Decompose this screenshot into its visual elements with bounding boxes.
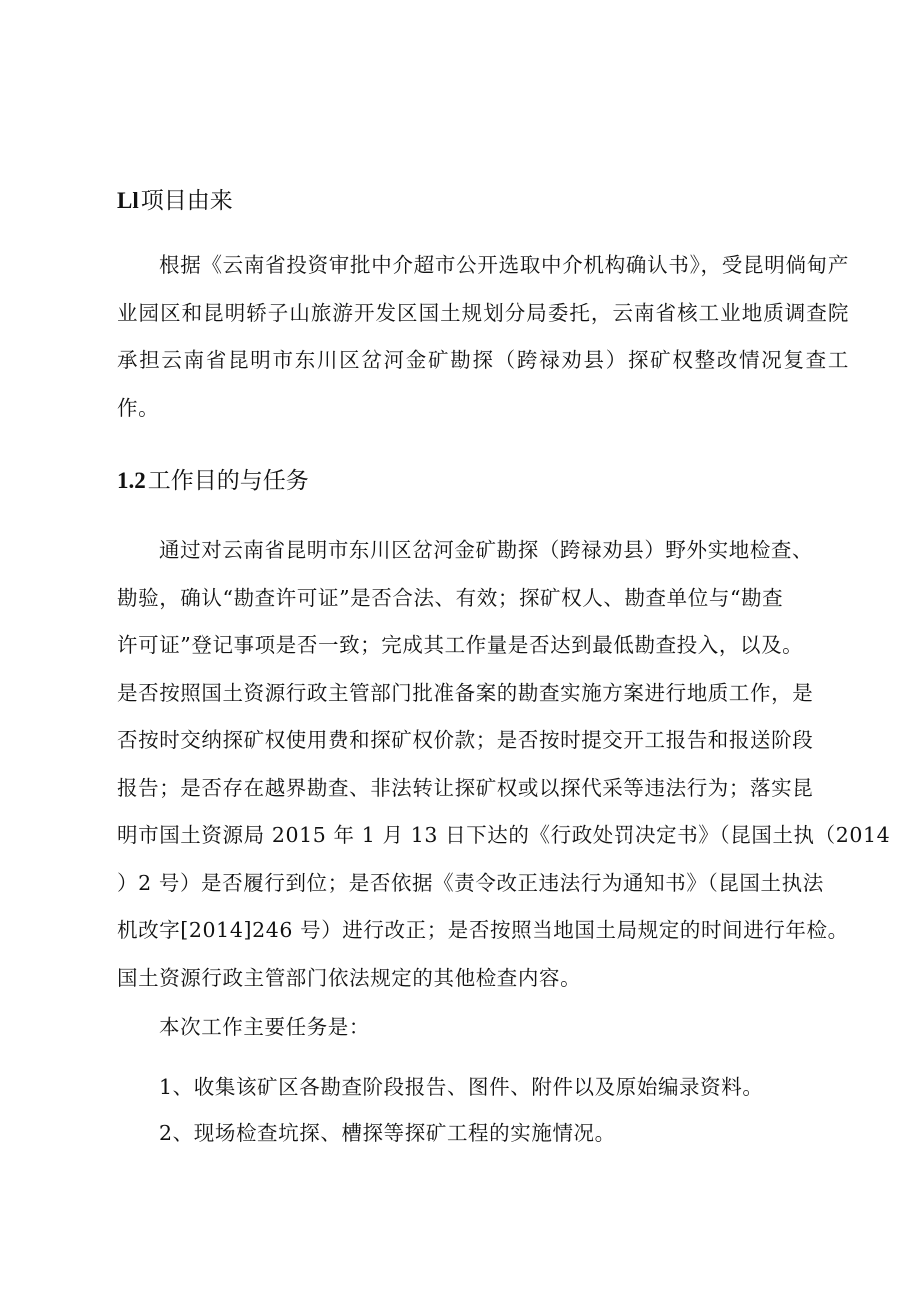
paragraph-line: ）2 号）是否履行到位；是否依据《责令改正违法行为通知书》（昆国土执法	[117, 870, 824, 895]
paragraph-objectives	[117, 527, 891, 1002]
section-title: 项目由来	[140, 188, 233, 214]
section-title: 工作目的与任务	[147, 468, 309, 494]
section-heading-1-2	[117, 466, 309, 496]
paragraph-line: 明市国土资源局 2015 年 1 月 13 日下达的《行政处罚决定书》（昆国土执（2014	[117, 823, 891, 847]
paragraph-line: 通过对云南省昆明市东川区岔河金矿勘探（跨禄劝县）野外实地检查、	[159, 538, 814, 562]
paragraph-project-origin: 根据《云南省投资审批中介超市公开选取中介机构确认书》，受昆明倘甸产业园区和昆明轿子山旅游开发区国土规划分局委托，云南省核工业地质调查院承担云南省昆明市东川区岔河金矿勘探（跨禄劝县）探矿权整改情况复查工作。	[117, 253, 849, 420]
section-number: 1.2	[117, 468, 146, 493]
paragraph-line: 许可证”登记事项是否一致；完成其工作量是否达到最低勘查投入，以及。	[117, 633, 804, 657]
task-item: 1、收集该矿区各勘查阶段报告、图件、附件以及原始编录资料。	[159, 1075, 764, 1099]
paragraph-line: 国土资源行政主管部门依法规定的其他检查内容。	[117, 965, 582, 990]
paragraph-line: 是否按照国土资源行政主管部门批准备案的勘查实施方案进行地质工作，是	[117, 680, 814, 705]
section-number: Ll	[117, 188, 139, 213]
task-item: 2、现场检查坑探、槽探等探矿工程的实施情况。	[159, 1121, 616, 1145]
paragraph-line: 否按时交纳探矿权使用费和探矿权价款；是否按时提交开工报告和报送阶段	[117, 728, 814, 752]
paragraph-line: 机改字[2014]246 号）进行改正；是否按照当地国土局规定的时间进行年检。	[117, 918, 849, 942]
paragraph-line: 勘验，确认“勘查许可证”是否合法、有效；探矿权人、勘查单位与“勘查	[117, 585, 784, 610]
tasks-intro: 本次工作主要任务是：	[159, 1015, 370, 1039]
section-heading-1-1	[117, 186, 233, 216]
paragraph-line: 报告；是否存在越界勘查、非法转让探矿权或以探代采等违法行为；落实昆	[117, 775, 814, 800]
